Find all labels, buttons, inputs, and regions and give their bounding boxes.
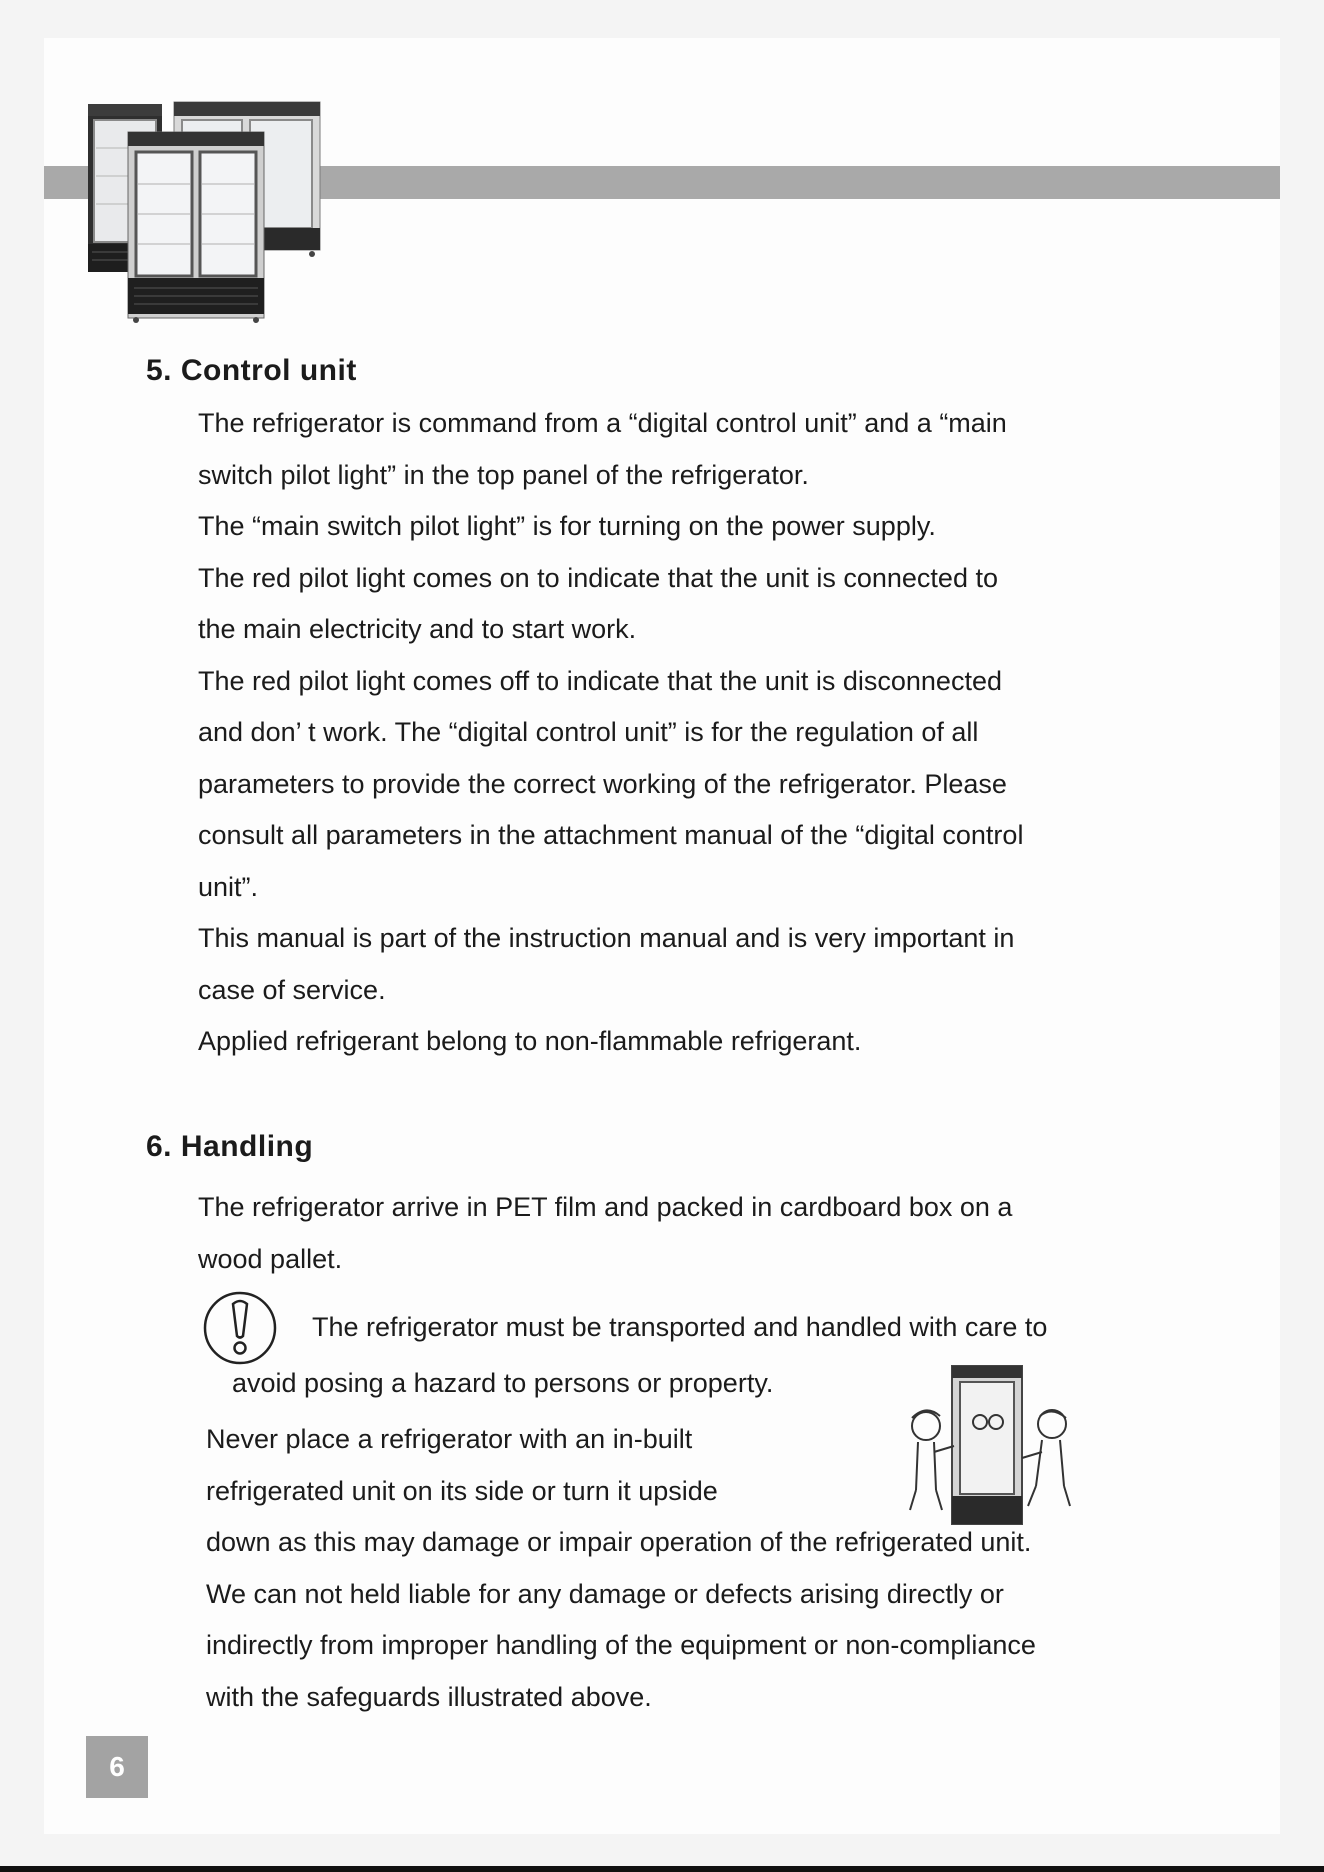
section-title-control-unit: 5. Control unit <box>146 354 357 387</box>
text-line: consult all parameters in the attachment manual of the “digital control <box>198 820 1024 850</box>
fridge-front <box>128 132 264 323</box>
text-line: The red pilot light comes on to indicate that the unit is connected to <box>198 562 998 593</box>
text-line: unit”. <box>198 871 259 902</box>
text-line: We can not held liable for any damage or defects arising directly or <box>206 1578 1004 1609</box>
page-number-badge: 6 <box>86 1736 148 1798</box>
fridge-upright <box>952 1366 1022 1524</box>
text-line: The refrigerator is command from a “digital control unit” and a “main <box>198 408 1007 438</box>
text-line: parameters to provide the correct working of the refrigerator. Please <box>198 768 1007 799</box>
section-title-handling: 6. Handling <box>146 1130 314 1163</box>
text-line: the main electricity and to start work. <box>198 614 637 644</box>
warning-text-line-2: avoid posing a hazard to persons or property. <box>232 1368 774 1398</box>
text-line: Applied refrigerant belong to non-flammable refrigerant. <box>198 1026 862 1056</box>
text-line: Never place a refrigerator with an in-built <box>206 1424 693 1454</box>
refrigerator-product-image <box>84 98 324 324</box>
text-line: switch pilot light” in the top panel of the refrigerator. <box>198 459 809 490</box>
text-line: with the safeguards illustrated above. <box>206 1681 652 1712</box>
text-line: wood pallet. <box>198 1243 343 1274</box>
handling-illustration <box>896 1360 1086 1530</box>
text-line: This manual is part of the instruction manual and is very important in <box>198 923 1015 953</box>
person-left <box>910 1410 954 1510</box>
bottom-rule <box>0 1866 1324 1872</box>
text-line: indirectly from improper handling of the equipment or non-compliance <box>206 1630 1036 1660</box>
text-line: The “main switch pilot light” is for turning on the power supply. <box>198 511 936 541</box>
text-line: refrigerated unit on its side or turn it upside <box>206 1475 718 1506</box>
warning-exclamation-icon <box>202 1290 278 1366</box>
person-right <box>1022 1410 1070 1506</box>
section-control-unit-body <box>198 398 1023 1068</box>
text-line: The refrigerator arrive in PET film and packed in cardboard box on a <box>198 1192 1013 1222</box>
text-line: and don’ t work. The “digital control unit” is for the regulation of all <box>198 717 979 747</box>
text-line: down as this may damage or impair operation of the refrigerated unit. <box>206 1527 1032 1557</box>
section-handling-intro <box>198 1182 1012 1285</box>
warning-text-line-1: The refrigerator must be transported and handled with care to <box>312 1312 1048 1342</box>
text-line: case of service. <box>198 974 386 1005</box>
text-line: The red pilot light comes off to indicate that the unit is disconnected <box>198 665 1002 696</box>
